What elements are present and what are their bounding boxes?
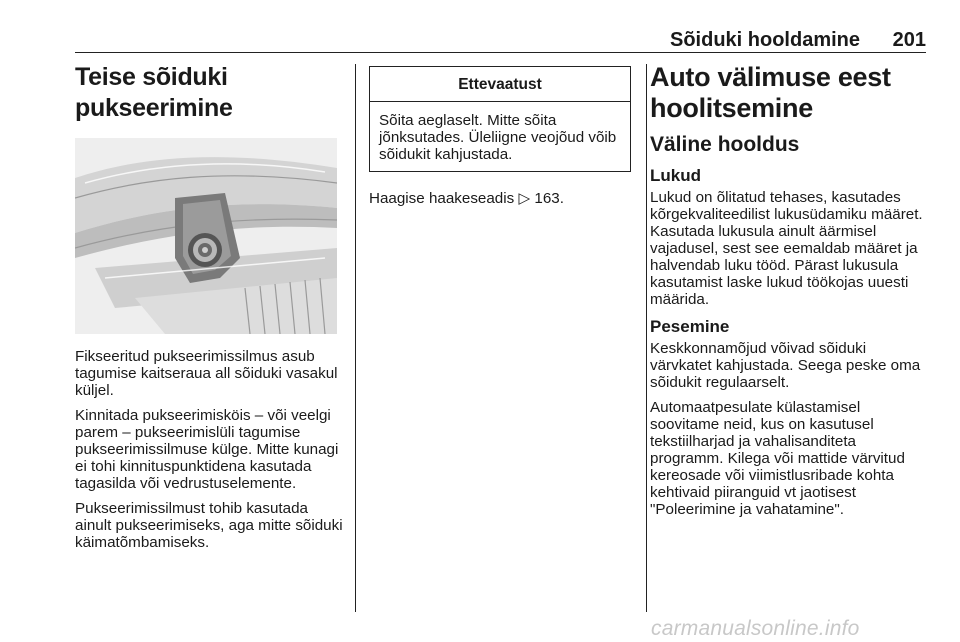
tow-eye-illustration	[75, 138, 337, 334]
locks-text: Lukud on õlitatud tehases, kasutades kõrgekvaliteedilist lukusüdamiku määret. Kasutada lukusula ainult äärmisel vajadusel, sest see eemaldab määret ja halvendab luku tööd. Pärast lukusula kasutamist laske lukud töökojas uuesti määrida.	[650, 189, 923, 308]
washing-paragraph-2: Automaatpesulate külastamisel soovitame neid, kus on kasutusel tekstiilharjad ja vahalisanditeta programm. Kilega või mattide värvitud kereosade või viimistlusribade kohta kehtivaid piiranguid vt jaotisest "Poleerimine ja vahatamine".	[650, 399, 905, 518]
caution-body	[370, 102, 630, 171]
caution-text: Sõita aeglaselt. Mitte sõita jõnksutades. Üleliigne veojõud võib sõidukit kahjustada.	[379, 112, 617, 163]
washing-heading: Pesemine	[650, 317, 730, 336]
towing-paragraph-3: Pukseerimissilmust tohib kasutada ainult pukseerimiseks, aga mitte sõiduki käimatõmbamiseks.	[75, 500, 343, 551]
exterior-care-subtitle: Väline hooldus	[650, 133, 800, 156]
locks-heading: Lukud	[650, 166, 701, 185]
care-title: Auto välimuse eest hoolitsemine	[650, 62, 891, 123]
caution-box	[369, 66, 631, 172]
column-divider-2	[646, 64, 647, 612]
column-1	[75, 62, 343, 559]
page-reference-arrow-icon: ▷	[518, 190, 531, 207]
reference-page[interactable]: 163.	[534, 190, 564, 207]
reference-text: Haagise haakeseadis	[369, 190, 515, 207]
column-3	[650, 62, 930, 526]
washing-paragraph-1: Keskkonnamõjud võivad sõiduki värvkatet kahjustada. Seega peske oma sõidukit regulaarselt.	[650, 340, 921, 391]
caution-title: Ettevaatust	[370, 67, 630, 102]
trailer-hitch-reference	[369, 190, 634, 207]
column-2	[369, 62, 634, 215]
column-divider-1	[355, 64, 356, 612]
header-rule	[75, 52, 926, 53]
watermark: carmanualsonline.info	[651, 617, 860, 640]
towing-paragraph-1: Fikseeritud pukseerimissilmus asub tagumise kaitseraua all sõiduki vasakul küljel.	[75, 348, 338, 399]
towing-paragraph-2: Kinnitada pukseerimisköis – või veelgi parem – pukseerimislüli tagumise pukseerimissilmuse külge. Mitte kunagi ei tohi kinnituspunktidena kasutada tagasilda või vedrustuselemente.	[75, 407, 339, 492]
tow-eye-drawing	[75, 138, 337, 334]
header-title: Sõiduki hooldamine	[670, 29, 861, 51]
page-number: 201	[892, 29, 926, 51]
towing-title: Teise sõiduki pukseerimine	[75, 63, 233, 122]
